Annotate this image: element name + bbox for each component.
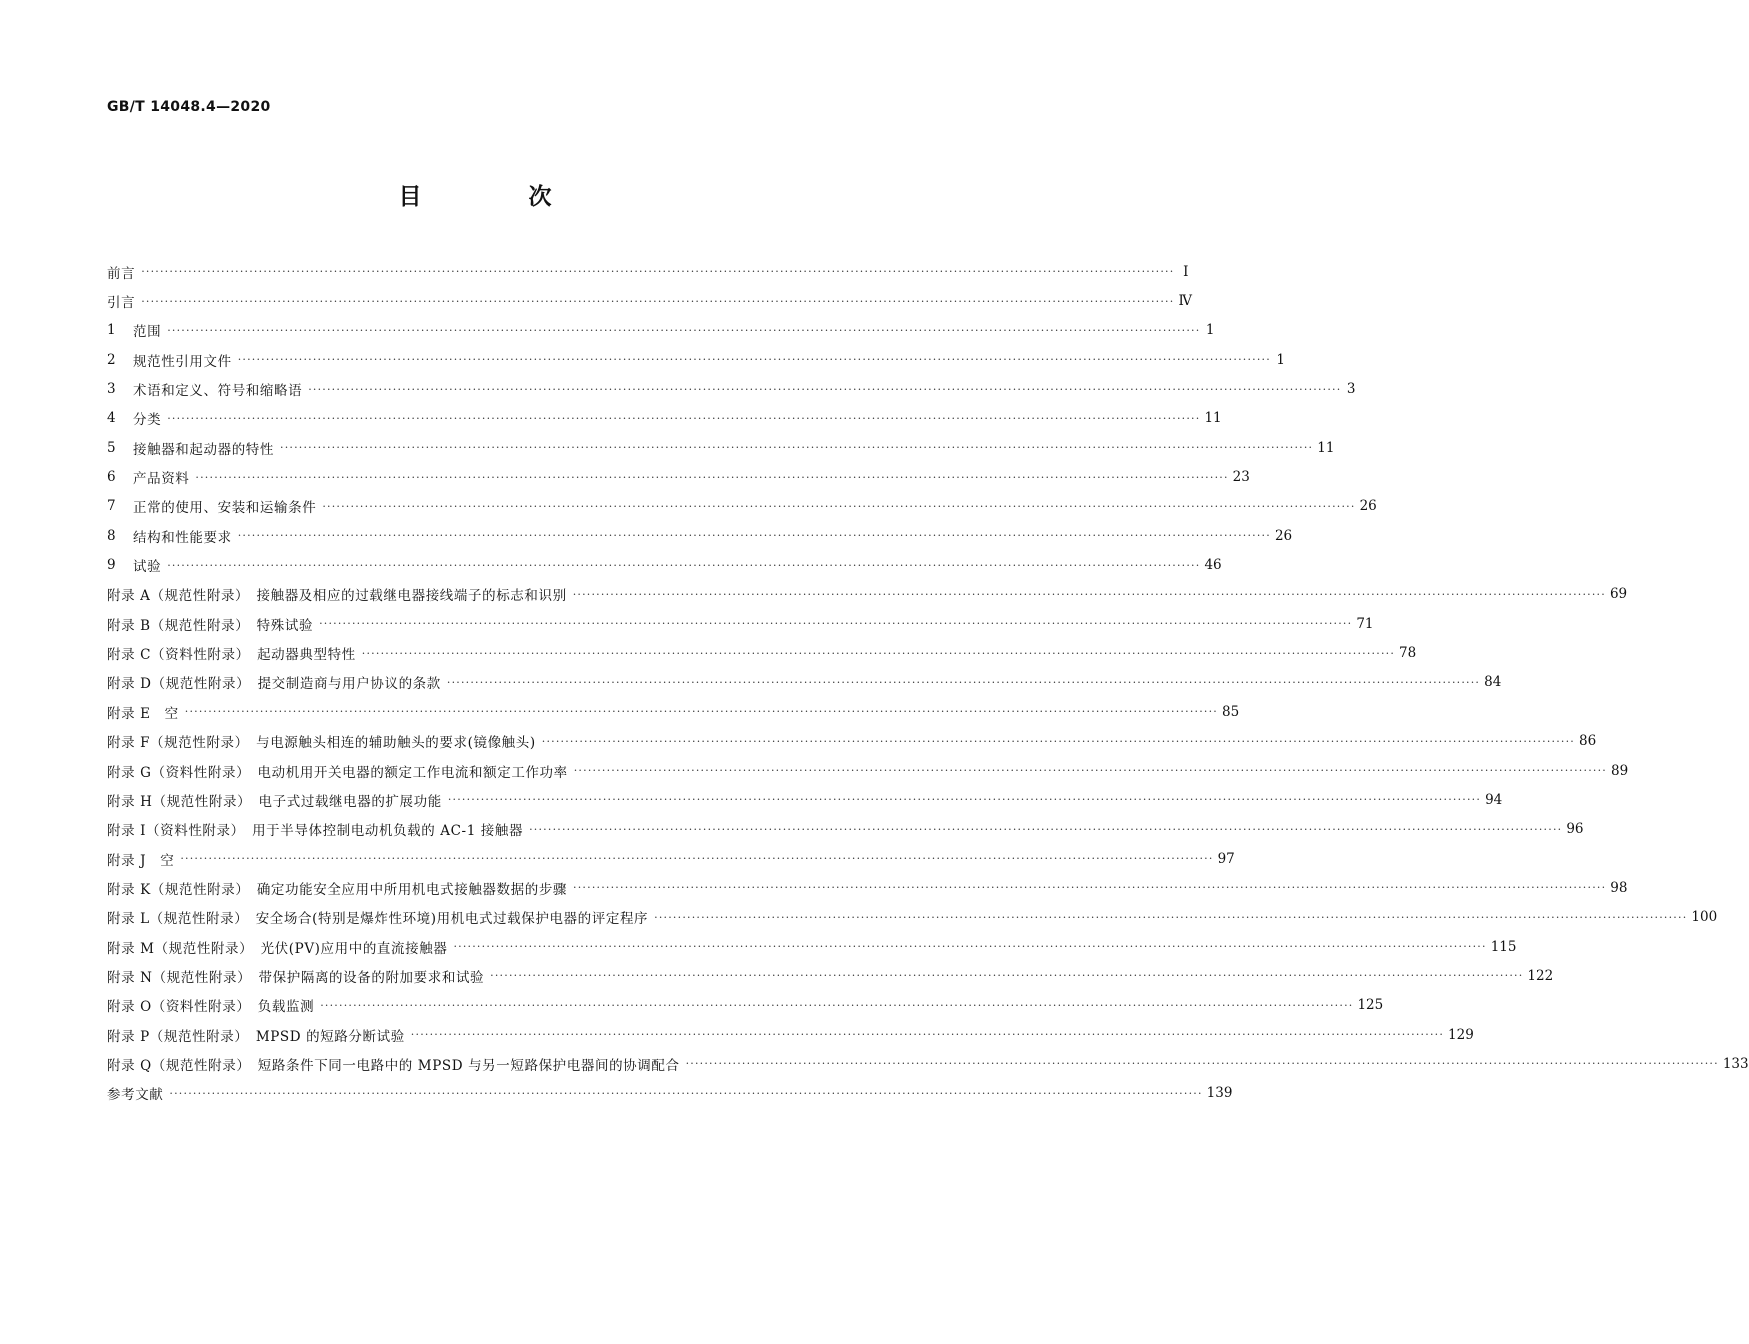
toc-entry-number: 3 [107, 381, 116, 398]
toc-entry-number: 6 [107, 469, 116, 486]
toc-entry[interactable] [107, 844, 1235, 873]
dot-leader: ···························································································································································································································· [141, 265, 1175, 279]
toc-entry[interactable] [107, 374, 1356, 403]
toc-entry[interactable] [107, 257, 1189, 286]
toc-entry-page: 115 [1490, 938, 1517, 955]
dot-leader: ···························································································································································································································· [490, 969, 1524, 983]
dot-leader: ···························································································································································································································· [167, 411, 1201, 425]
table-of-contents [107, 257, 1749, 1108]
toc-entry-label: 附录 C（资料性附录） 起动器典型特性 [107, 647, 356, 664]
toc-entry[interactable] [107, 756, 1629, 785]
toc-entry[interactable] [107, 1020, 1474, 1049]
toc-entry-label: 附录 G（资料性附录） 电动机用开关电器的额定工作电流和额定工作功率 [107, 764, 568, 781]
dot-leader: ···························································································································································································································· [572, 587, 1606, 601]
toc-entry-label: 附录 L（规范性附录） 安全场合(特别是爆炸性环境)用机电式过载保护电器的评定程序 [107, 911, 649, 928]
toc-entry-page: 26 [1359, 498, 1377, 515]
dot-leader: ···························································································································································································································· [654, 910, 1688, 924]
toc-entry-page: 98 [1610, 879, 1628, 896]
dot-leader: ···························································································································································································································· [184, 705, 1218, 719]
toc-entry-label: 术语和定义、符号和缩略语 [133, 383, 303, 400]
dot-leader: ···························································································································································································································· [180, 852, 1214, 866]
toc-entry-label: 附录 O（资料性附录） 负载监测 [107, 999, 315, 1016]
toc-entry-page: 86 [1579, 733, 1597, 750]
toc-entry[interactable] [107, 462, 1250, 491]
toc-entry-number: 1 [107, 322, 116, 339]
toc-entry[interactable] [107, 991, 1384, 1020]
toc-entry-label: 附录 E 空 [107, 705, 179, 722]
toc-entry-page: 23 [1232, 469, 1250, 486]
toc-entry-page: 69 [1609, 586, 1628, 603]
dot-leader: ···························································································································································································································· [320, 998, 1354, 1012]
toc-entry-number: 5 [107, 439, 116, 456]
toc-entry-page: 122 [1527, 967, 1554, 984]
toc-entry-label: 附录 B（规范性附录） 特殊试验 [107, 617, 314, 634]
toc-entry[interactable] [107, 609, 1374, 638]
toc-entry-page: 46 [1204, 557, 1222, 574]
toc-entry-number: 7 [107, 498, 116, 515]
toc-entry[interactable] [107, 492, 1377, 521]
toc-entry-page: 1 [1205, 322, 1215, 339]
toc-entry-label: 附录 F（规范性附录） 与电源触头相连的辅助触头的要求(镜像触头) [107, 735, 536, 752]
toc-entry-page: 78 [1399, 645, 1417, 662]
toc-entry[interactable] [107, 668, 1502, 697]
dot-leader: ···························································································································································································································· [685, 1057, 1719, 1071]
toc-entry[interactable] [107, 521, 1293, 550]
toc-entry[interactable] [107, 433, 1335, 462]
toc-entry-page: 11 [1204, 410, 1222, 427]
toc-entry-page: 84 [1484, 674, 1502, 691]
dot-leader: ···························································································································································································································· [141, 294, 1175, 308]
dot-leader: ···························································································································································································································· [319, 617, 1353, 631]
toc-entry-label: 附录 A（规范性附录） 接触器及相应的过载继电器接线端子的标志和识别 [107, 588, 567, 605]
toc-entry-label: 附录 N（规范性附录） 带保护隔离的设备的附加要求和试验 [107, 969, 485, 986]
toc-entry[interactable] [107, 550, 1222, 579]
dot-leader: ···························································································································································································································· [529, 822, 1563, 836]
toc-entry-label: 附录 D（规范性附录） 提交制造商与用户协议的条款 [107, 676, 441, 693]
toc-entry-page: 133 [1722, 1055, 1749, 1072]
toc-entry-label: 附录 I（资料性附录） 用于半导体控制电动机负载的 AC-1 接触器 [107, 823, 524, 840]
toc-entry[interactable] [107, 580, 1628, 609]
toc-entry-label: 产品资料 [133, 471, 190, 488]
dot-leader: ···························································································································································································································· [195, 470, 1229, 484]
toc-entry-page: 96 [1566, 821, 1584, 838]
toc-entry-page: 1 [1276, 351, 1285, 368]
toc-entry-label: 接触器和起动器的特性 [133, 441, 274, 458]
toc-entry-label: 正常的使用、安装和运输条件 [133, 500, 317, 517]
toc-entry-label: 附录 M（规范性附录） 光伏(PV)应用中的直流接触器 [107, 940, 448, 957]
toc-entry-label: 引言 [107, 295, 136, 312]
toc-entry-page: 100 [1691, 909, 1718, 926]
toc-entry-label: 试验 [133, 559, 162, 576]
toc-entry-page: 85 [1222, 703, 1240, 720]
toc-entry-label: 附录 K（规范性附录） 确定功能安全应用中所用机电式接触器数据的步骤 [107, 881, 568, 898]
toc-entry-page: Ⅳ [1178, 293, 1192, 310]
toc-entry[interactable] [107, 961, 1554, 990]
page-title: 目 次 [398, 184, 594, 210]
toc-entry-page: 94 [1485, 791, 1503, 808]
toc-entry-number: 2 [107, 351, 116, 368]
toc-entry-label: 参考文献 [107, 1087, 164, 1104]
dot-leader: ···························································································································································································································· [167, 323, 1201, 337]
toc-entry[interactable] [107, 815, 1584, 844]
toc-entry-page: 71 [1356, 615, 1374, 632]
toc-entry-label: 附录 P（规范性附录） MPSD 的短路分断试验 [107, 1028, 405, 1045]
toc-entry[interactable] [107, 785, 1503, 814]
toc-entry-page: 97 [1217, 850, 1235, 867]
dot-leader: ···························································································································································································································· [446, 675, 1481, 689]
toc-entry-label: 结构和性能要求 [133, 529, 232, 546]
toc-entry[interactable] [107, 1079, 1233, 1108]
toc-entry-number: 9 [107, 557, 116, 574]
toc-entry[interactable] [107, 286, 1192, 315]
dot-leader: ···························································································································································································································· [453, 940, 1487, 954]
dot-leader: ···························································································································································································································· [167, 558, 1201, 572]
toc-entry-label: 前言 [107, 265, 136, 282]
toc-entry[interactable] [107, 345, 1285, 374]
dot-leader: ···························································································································································································································· [361, 646, 1396, 660]
dot-leader: ···························································································································································································································· [280, 441, 1314, 455]
toc-entry[interactable] [107, 903, 1718, 932]
toc-entry-label: 分类 [133, 412, 162, 429]
dot-leader: ···························································································································································································································· [541, 734, 1575, 748]
dot-leader: ···························································································································································································································· [410, 1028, 1445, 1042]
dot-leader: ···························································································································································································································· [447, 793, 1482, 807]
toc-entry[interactable] [107, 638, 1417, 667]
toc-entry[interactable] [107, 404, 1222, 433]
dot-leader: ···························································································································································································································· [573, 881, 1607, 895]
toc-entry-label: 附录 Q（规范性附录） 短路条件下同一电路中的 MPSD 与另一短路保护电器间的协调配合 [107, 1057, 680, 1074]
toc-entry-label: 附录 H（规范性附录） 电子式过载继电器的扩展功能 [107, 793, 442, 810]
toc-entry-page: 125 [1357, 997, 1384, 1014]
toc-entry[interactable] [107, 1049, 1749, 1078]
dot-leader: ···························································································································································································································· [237, 353, 1271, 367]
toc-entry-label: 附录 J 空 [107, 852, 175, 869]
toc-entry-page: 3 [1346, 381, 1356, 398]
document-code: GB/T 14048.4—2020 [107, 99, 271, 115]
toc-entry-number: 8 [107, 527, 116, 544]
toc-entry[interactable] [107, 932, 1517, 961]
toc-entry-label: 规范性引用文件 [133, 353, 232, 370]
dot-leader: ···························································································································································································································· [573, 764, 1607, 778]
toc-entry[interactable] [107, 873, 1628, 902]
toc-entry-page: 129 [1448, 1026, 1474, 1043]
toc-entry-page: 26 [1274, 527, 1293, 544]
dot-leader: ···························································································································································································································· [237, 529, 1271, 543]
toc-entry-page: 89 [1610, 762, 1629, 779]
dot-leader: ···························································································································································································································· [308, 382, 1342, 396]
toc-entry-page: 139 [1206, 1085, 1233, 1102]
toc-entry-number: 4 [107, 410, 116, 427]
toc-entry-label: 范围 [133, 324, 162, 341]
toc-entry[interactable] [107, 316, 1215, 345]
toc-entry[interactable] [107, 697, 1240, 726]
dot-leader: ···························································································································································································································· [169, 1086, 1203, 1100]
toc-entry-page: 11 [1317, 439, 1335, 456]
toc-entry-page: Ⅰ [1183, 263, 1189, 280]
toc-entry[interactable] [107, 727, 1597, 756]
dot-leader: ···························································································································································································································· [322, 499, 1356, 513]
